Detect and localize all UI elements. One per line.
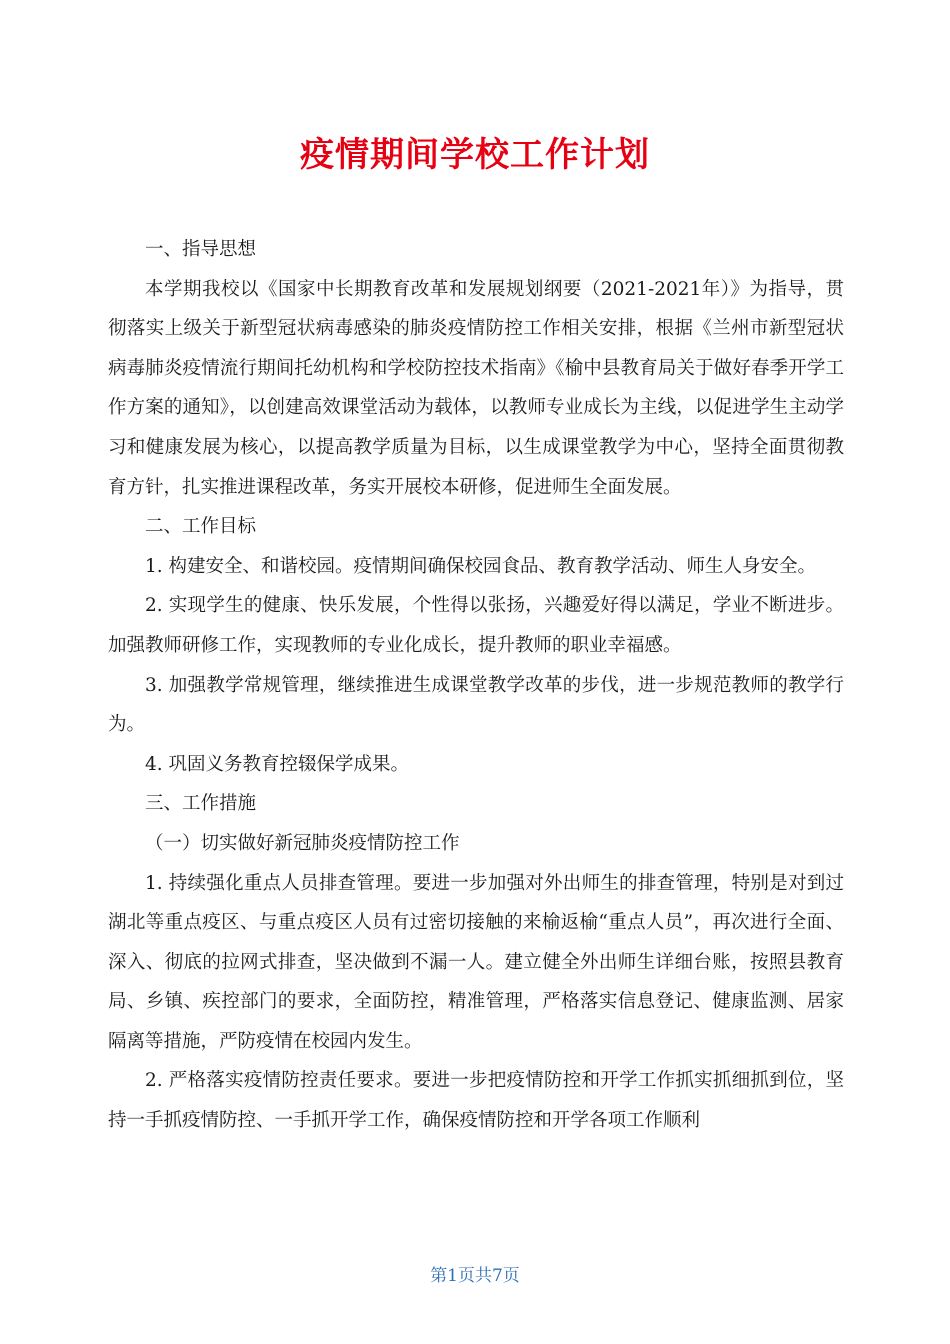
page-number-footer: 第1页共7页 xyxy=(430,1266,520,1286)
document-title: 疫情期间学校工作计划 xyxy=(300,134,650,175)
paragraph: 2. 实现学生的健康、快乐发展，个性得以张扬，兴趣爱好得以满足，学业不断进步。加强教师研修工作，实现教师的专业化成长，提升教师的职业幸福感。 xyxy=(108,595,844,656)
subsection-heading: （一）切实做好新冠肺炎疫情防控工作 xyxy=(145,832,460,854)
paragraph: 3. 加强教学常规管理，继续推进生成课堂教学改革的步伐，进一步规范教师的教学行为。 xyxy=(108,674,844,736)
paragraph: 本学期我校以《国家中长期教育改革和发展规划纲要（2021-2021年）》为指导，贯彻落实上级关于新型冠状病毒感染的肺炎疫情防控工作相关安排，根据《兰州市新型冠状病毒肺炎疫情流行期间托幼机构和学校防控技术指南》《榆中县教育局关于做好春季开学工作方案的通知》，以创建高效课堂活动为载体，以教师专业成长为主线，以促进学生主动学习和健康发展为核心，以提高教学质量为目标，以生成课堂教学为中心，坚持全面贯彻教育方针，扎实推进课程改革，务实开展校本研修，促进师生全面发展。 xyxy=(108,278,844,498)
paragraph: 1. 构建安全、和谐校园。疫情期间确保校园食品、教育教学活动、师生人身安全。 xyxy=(145,555,817,577)
document-body xyxy=(108,230,844,1141)
section-heading: 一、指导思想 xyxy=(145,239,257,260)
paragraph: 2. 严格落实疫情防控责任要求。要进一步把疫情防控和开学工作抓实抓细抓到位，坚持一手抓疫情防控、一手抓开学工作，确保疫情防控和开学各项工作顺利 xyxy=(108,1070,844,1132)
section-heading: 三、工作措施 xyxy=(145,793,257,815)
paragraph: 1. 持续强化重点人员排查管理。要进一步加强对外出师生的排查管理，特别是对到过湖北等重点疫区、与重点疫区人员有过密切接触的来榆返榆“重点人员”，再次进行全面、深入、彻底的拉网式排查，坚决做到不漏一人。建立健全外出师生详细台账，按照县教育局、乡镇、疾控部门的要求，全面防控，精准管理，严格落实信息登记、健康监测、居家隔离等措施，严防疫情在校园内发生。 xyxy=(108,872,844,1052)
section-heading: 二、工作目标 xyxy=(145,516,257,538)
paragraph: 4. 巩固义务教育控辍保学成果。 xyxy=(145,753,410,775)
